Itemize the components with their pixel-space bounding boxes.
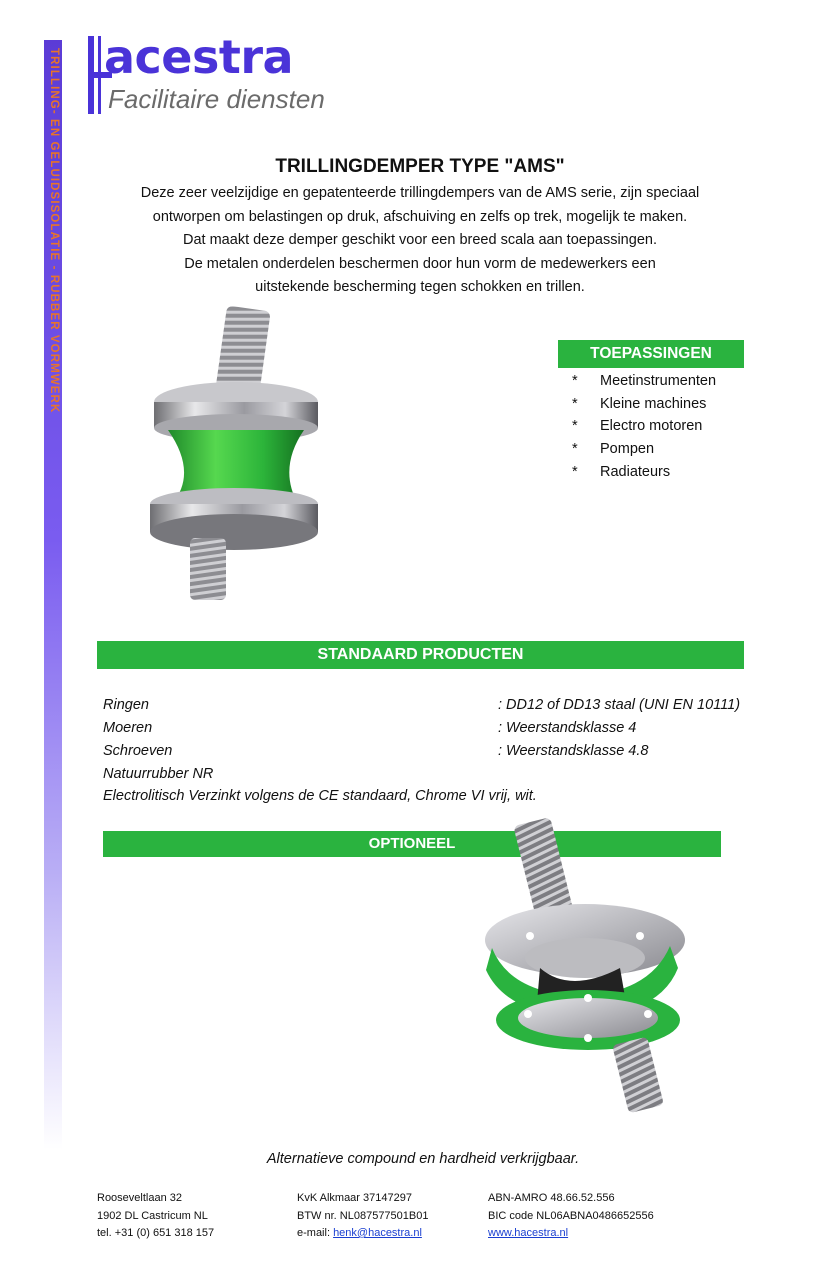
- list-item: * Meetinstrumenten: [572, 373, 717, 389]
- list-item: * Electro motoren: [572, 418, 703, 435]
- intro-line: Deze zeer veelzijdige en gepatenteerde trillingdempers van de AMS serie, zijn speciaal: [140, 185, 700, 201]
- logo-h-mark: [78, 36, 104, 114]
- website-link[interactable]: www.hacestra.nl: [488, 1227, 569, 1239]
- intro-line: ontworpen om belastingen op druk, afschuiving en zelfs op trek, mogelijk te maken.: [152, 208, 688, 225]
- standaard-header: STANDAARD PRODUCTEN: [97, 641, 744, 669]
- footer-line: Rooseveltlaan 32: [97, 1192, 183, 1204]
- footer-registration: [297, 1190, 428, 1243]
- ams-damper-image: [128, 298, 338, 608]
- optioneel-header: OPTIONEEL: [103, 831, 721, 857]
- ams-flange-damper-image: [470, 818, 700, 1118]
- list-item: * Pompen: [572, 441, 655, 458]
- spec-extra-coating: Electrolitisch Verzinkt volgens de CE standaard, Chrome VI vrij, wit.: [103, 788, 537, 804]
- footer-line: tel. +31 (0) 651 318 157: [97, 1227, 215, 1239]
- footer-email-line: e-mail: henk@hacestra.nl: [297, 1227, 422, 1239]
- footer-line: BTW nr. NL087577501B01: [297, 1209, 429, 1222]
- spec-label-ringen: Ringen: [103, 697, 149, 713]
- intro-line: De metalen onderdelen beschermen door hun vorm de medewerkers een: [184, 255, 656, 272]
- footer-line: KvK Alkmaar 37147297: [297, 1192, 412, 1204]
- toepassingen-header: TOEPASSINGEN: [558, 340, 744, 368]
- footer-line: 1902 DL Castricum NL: [97, 1209, 208, 1222]
- footer-line: BIC code NL06ABNA0486652556: [488, 1209, 654, 1222]
- footer-line: ABN-AMRO 48.66.52.556: [488, 1192, 615, 1204]
- list-item: * Kleine machines: [572, 395, 707, 412]
- list-item: * Radiateurs: [572, 463, 671, 480]
- logo-tagline: Facilitaire diensten: [108, 84, 325, 114]
- spec-value-ringen: : DD12 of DD13 staal (UNI EN 10111): [498, 697, 741, 713]
- intro-line: uitstekende bescherming tegen schokken en trillen.: [255, 279, 585, 295]
- toepassingen-list: [572, 370, 716, 483]
- logo-name: acestra: [104, 30, 294, 84]
- footer-bank: [488, 1190, 654, 1243]
- spec-extra-rubber: Natuurrubber NR: [103, 766, 214, 782]
- footer-address: [97, 1190, 214, 1243]
- spec-label-schroeven: Schroeven: [103, 743, 173, 759]
- side-vertical-text: TRILLING- EN GELUIDSISOLATIE - RUBBER VORMWERK: [48, 48, 60, 414]
- email-link[interactable]: henk@hacestra.nl: [333, 1227, 422, 1239]
- spec-value-schroeven: : Weerstandsklasse 4.8: [498, 743, 649, 759]
- page-title: TRILLINGDEMPER TYPE "AMS": [275, 156, 565, 177]
- intro-paragraph: [100, 182, 740, 300]
- compound-note: Alternatieve compound en hardheid verkrijgbaar.: [266, 1151, 580, 1167]
- spec-label-moeren: Moeren: [103, 720, 153, 736]
- spec-value-moeren: : Weerstandsklasse 4: [498, 720, 637, 736]
- intro-line: Dat maakt deze demper geschikt voor een breed scala aan toepassingen.: [183, 232, 657, 248]
